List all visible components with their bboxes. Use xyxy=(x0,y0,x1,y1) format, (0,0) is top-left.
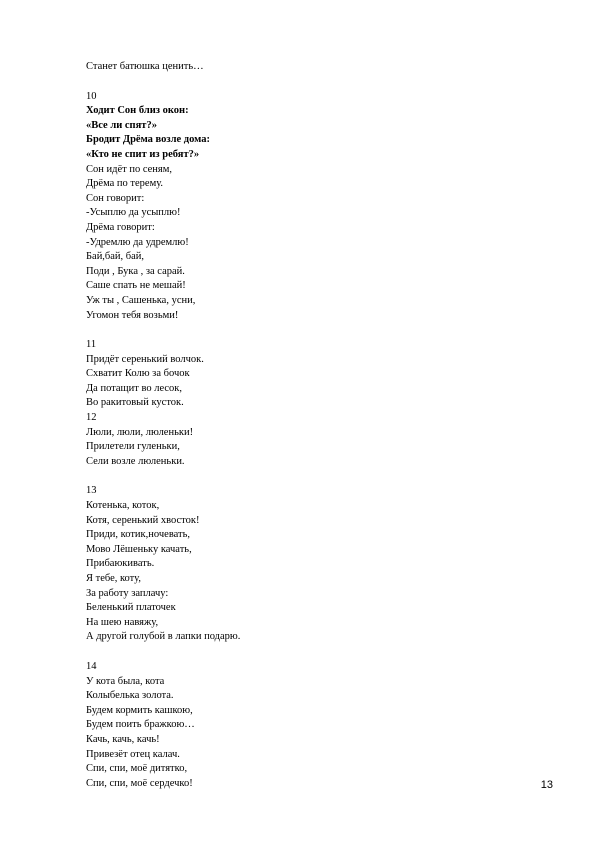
stanza-13 xyxy=(86,484,546,645)
verse-line: Сон говорит: xyxy=(86,192,145,204)
stanza-14 xyxy=(86,660,546,791)
verse-line: Да потащит во лесок, xyxy=(86,382,183,394)
verse-line: Я тебе, коту, xyxy=(86,573,141,584)
verse-line: За работу заплачу: xyxy=(86,587,169,599)
verse-line: Будем поить бражкою… xyxy=(86,719,195,731)
stanza-number: 11 xyxy=(86,339,97,351)
verse-line: У кота была, кота xyxy=(86,675,165,687)
verse-line: Люли, люли, люленьки! xyxy=(86,426,194,438)
stanza-number: 10 xyxy=(86,90,97,102)
verse-line: Будем кормить кашкою, xyxy=(86,704,193,716)
stanza-number: 13 xyxy=(86,485,97,497)
verse-line: На шею навяжу, xyxy=(86,616,159,628)
verse-line: Приди, котик,ночевать, xyxy=(86,529,191,541)
verse-line: Уж ты , Сашенька, усни, xyxy=(86,294,196,306)
stanza-number: 14 xyxy=(86,660,97,672)
verse-line: -Удремлю да удремлю! xyxy=(86,236,189,248)
verse-line: Привезёт отец калач. xyxy=(86,748,180,760)
verse-line: А другой голубой в лапки подарю. xyxy=(86,631,241,643)
verse-line: Котенька, коток, xyxy=(86,500,160,512)
verse-line: Спи, спи, моё дитятко, xyxy=(86,763,188,775)
verse-line: Сели возле люленьки. xyxy=(86,455,185,467)
stanza-gap xyxy=(86,469,546,484)
verse-line: -Усыплю да усыплю! xyxy=(86,207,181,219)
intro-line: Станет батюшка ценить… xyxy=(86,61,204,72)
verse-line: «Кто не спит из ребят?» xyxy=(86,148,200,160)
verse-line: Бродит Дрёма возле дома: xyxy=(86,134,210,146)
stanza-number: 12 xyxy=(86,412,97,424)
verse-line: Бай,бай, бай, xyxy=(86,251,145,263)
verse-line: Мово Лёшеньку качать, xyxy=(86,543,192,555)
page-number: 13 xyxy=(540,779,553,791)
verse-line: «Все ли спят?» xyxy=(86,119,157,131)
verse-line: Дрёма по терему. xyxy=(86,178,164,190)
stanza-gap xyxy=(86,75,546,90)
verse-line: Спи, спи, моё сердечко! xyxy=(86,777,193,789)
verse-line: Качь, качь, качь! xyxy=(86,733,160,745)
verse-line: Беленький платочек xyxy=(86,602,176,614)
verse-line: Колыбелька золота. xyxy=(86,690,174,702)
page-body xyxy=(86,60,546,791)
verse-line: Схватит Колю за бочок xyxy=(86,368,190,380)
verse-line: Во ракитовый кусток. xyxy=(86,397,184,409)
verse-line: Угомон тебя возьми! xyxy=(86,309,179,321)
verse-line: Котя, серенький хвосток! xyxy=(86,514,200,526)
verse-line: Ходит Сон близ окон: xyxy=(86,105,189,117)
stanza-10 xyxy=(86,90,546,324)
verse-line: Придёт серенький волчок. xyxy=(86,353,204,365)
stanza-gap xyxy=(86,645,546,660)
verse-line: Дрёма говорит: xyxy=(86,221,155,233)
stanza-11 xyxy=(86,338,546,411)
verse-line: Прилетели гуленьки, xyxy=(86,441,180,453)
verse-line: Саше спать не мешай! xyxy=(86,280,186,292)
verse-line: Поди , Бука , за сарай. xyxy=(86,265,185,277)
stanza-gap xyxy=(86,323,546,338)
verse-line: Сон идёт по сеням, xyxy=(86,163,172,175)
stanza-12 xyxy=(86,411,546,469)
verse-line: Прибаюкивать. xyxy=(86,558,155,570)
